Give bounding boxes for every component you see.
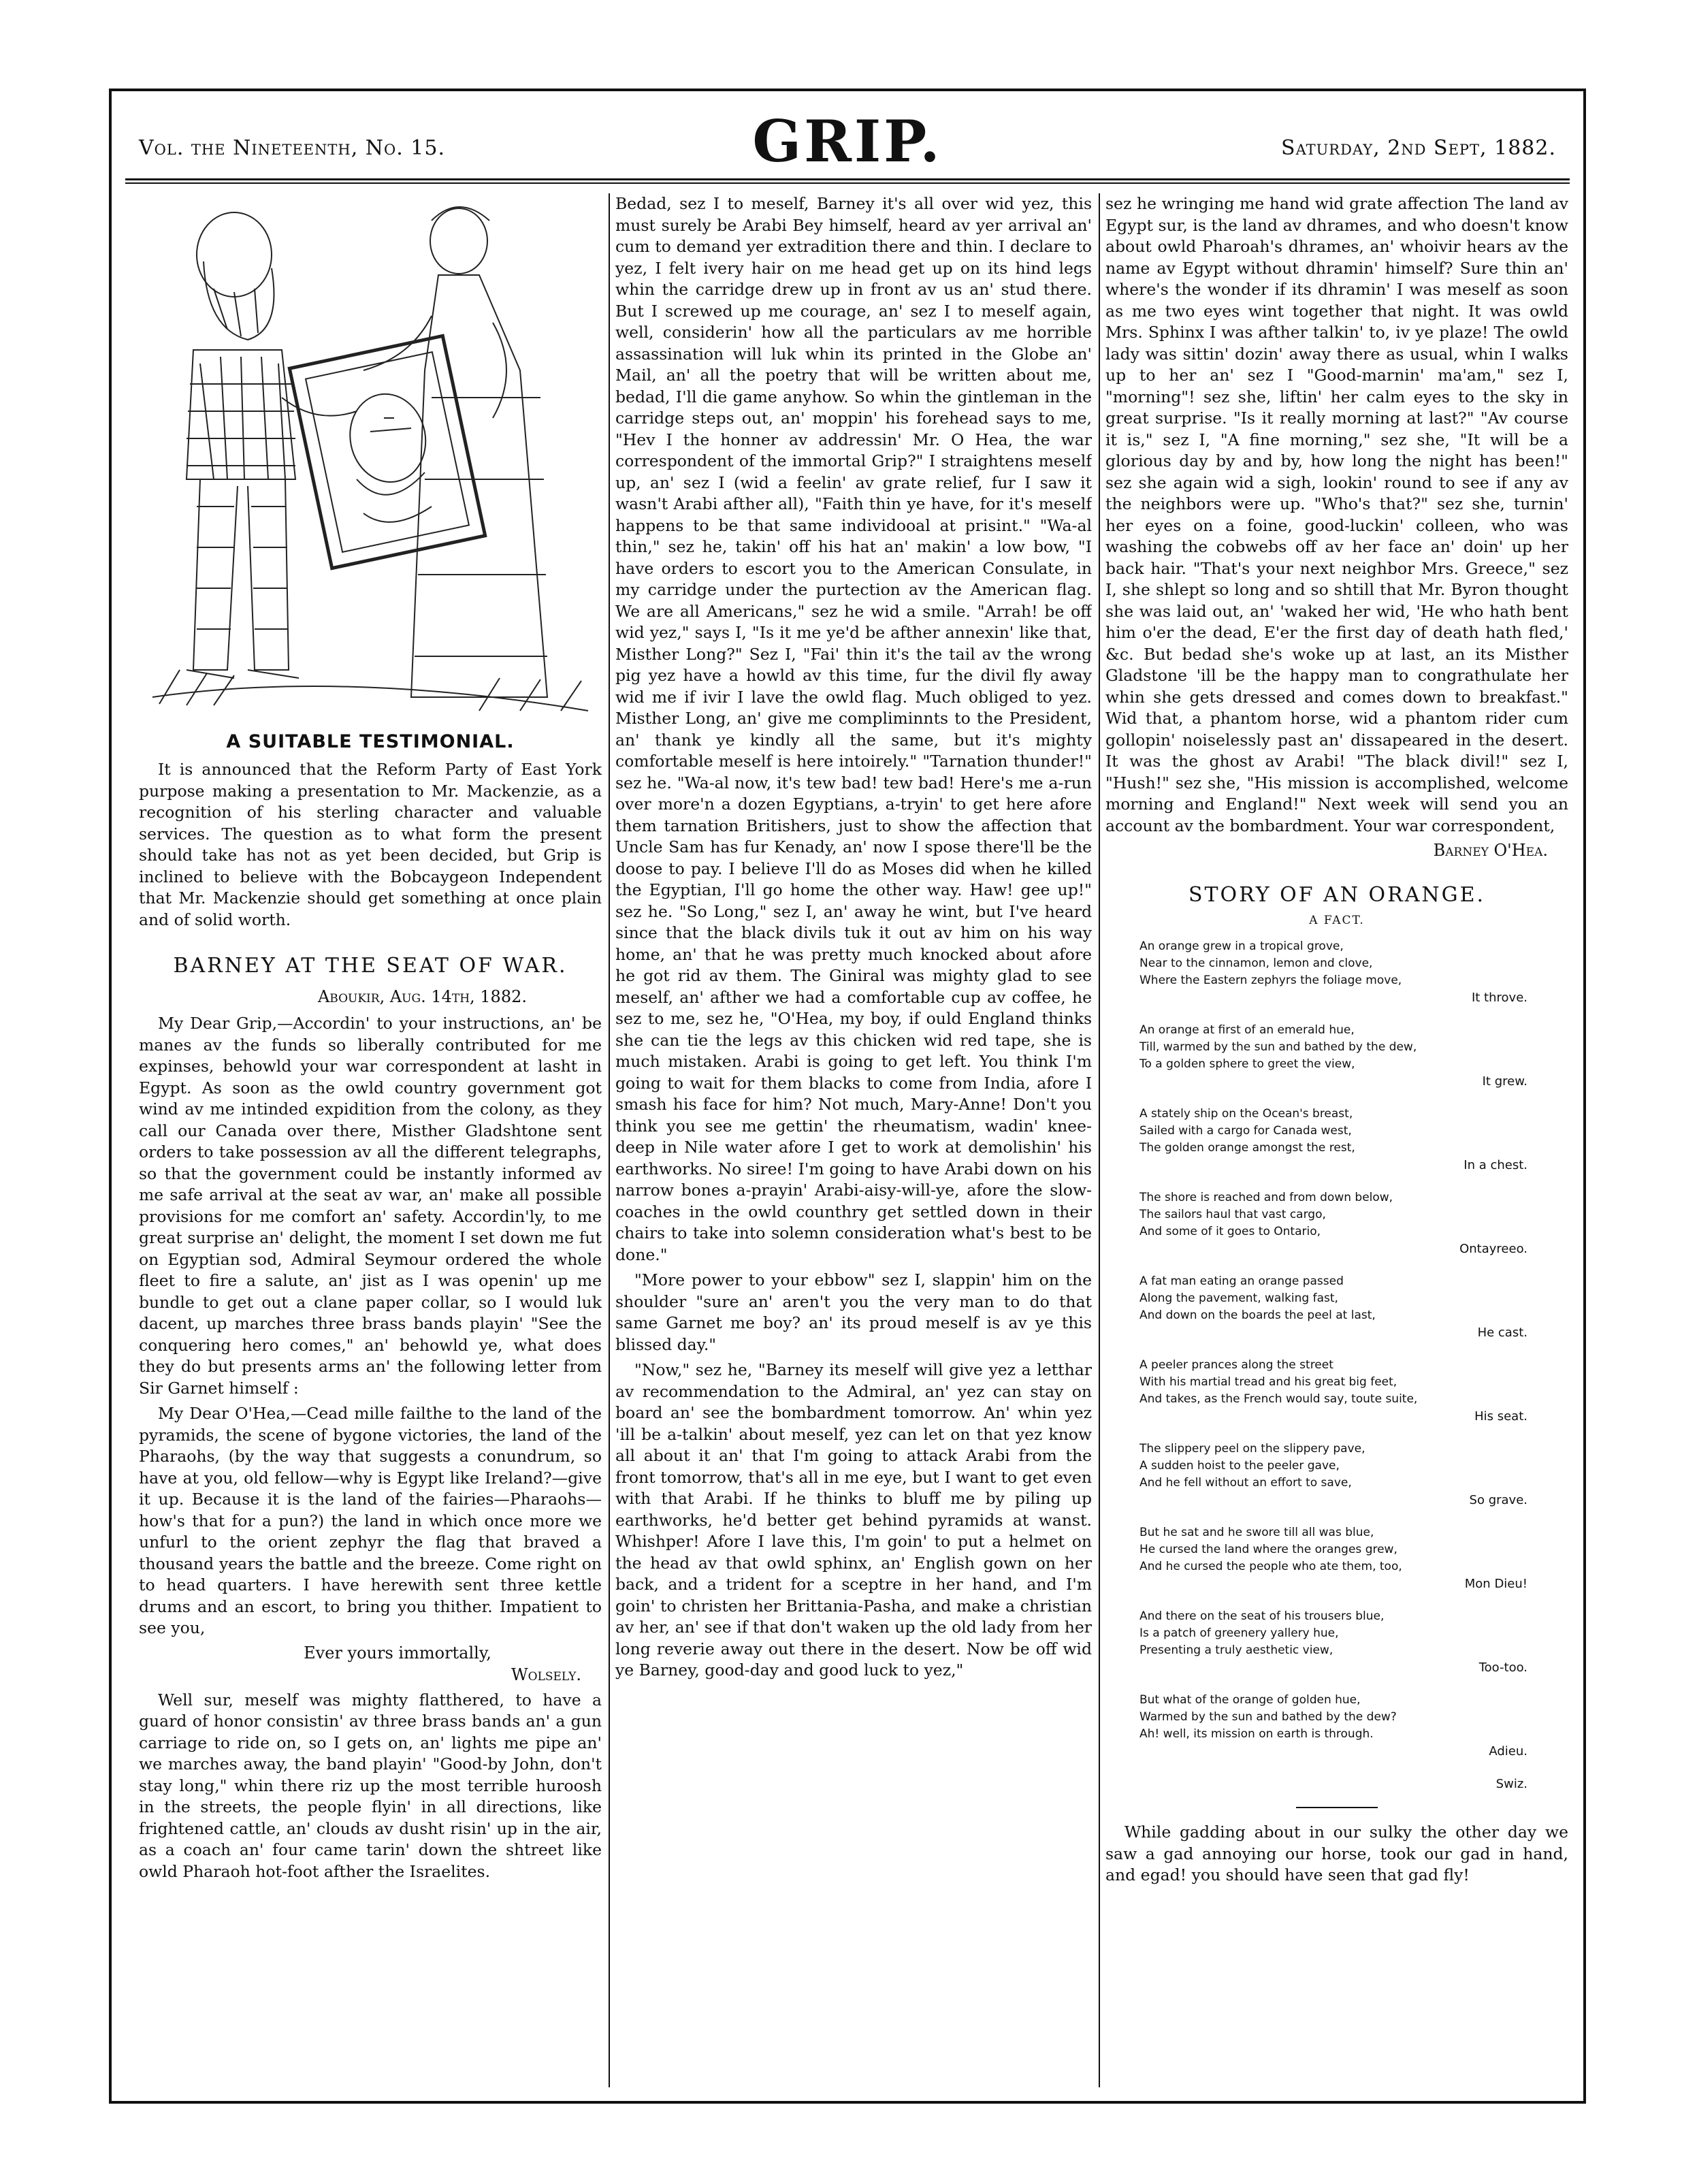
barney-signature: Barney O'Hea. xyxy=(1433,841,1548,860)
poem-refrain: Adieu. xyxy=(1489,1744,1527,1759)
poem-stanza xyxy=(1139,1608,1534,1677)
poem-stanza xyxy=(1139,1692,1534,1761)
testimonial-text: It is announced that the Reform Party of East York purpose making a presentation to Mr. Mackenzie, as a recognition of his sterling character and valuable services. The question as to what form the present should take has not as yet been decided, but Grip is inclined to believe with the Bobcaygeon Independent that Mr. Mackenzie should get something at once plain and of solid worth. xyxy=(139,760,602,929)
poem-line: Till, warmed by the sun and bathed by the dew, xyxy=(1139,1040,1417,1054)
newspaper-title: GRIP. xyxy=(752,108,943,175)
poem-refrain: It throve. xyxy=(1471,991,1527,1005)
barney-paragraph-1: My Dear Grip,—Accordin' to your instructions, an' be manes av the funds so liberally contributed for me expinses, behowld your war correspondent at lasht in Egypt. As soon as the owld country government got wind av me intinded expidition from the colony, as they call our Canada over there, Misther Gladshtone sent orders to take possession av all the different telegraphs, so that the government could be instantly informed av me safe arrival at the seat av war, an' make all possible provisions for me comfort an' safety. Accordin'ly, to me great surprise an' delight, the moment I set down me fut on Egyptian sod, Admiral Seymour ordered the whole fleet to fire a salute, an' jist as I was openin' up me bundle to get out a clane paper collar, so I would luk dacent, up marches three brass bands playin' "See the conquering hero comes," an' behowld ye, what does they do but presents arms an' the following letter from Sir Garnet himself : xyxy=(139,1014,602,1398)
volume-info: Vol. the Nineteenth, No. 15. xyxy=(139,136,446,160)
barney-col2-paragraph-2: "More power to your ebbow" sez I, slappin' him on the shoulder "sure an' aren't you the very man to do that same Garnet me boy? an' its proud meself is av ye this blissed day." xyxy=(615,1270,1092,1354)
poem-line: The slippery peel on the slippery pave, xyxy=(1139,1442,1365,1456)
poem-refrain: Ontayreeo. xyxy=(1459,1242,1527,1256)
column-rule-2 xyxy=(1099,193,1100,2087)
poem-line: Is a patch of greenery yallery hue, xyxy=(1139,1626,1339,1640)
poem-line: And some of it goes to Ontario, xyxy=(1139,1225,1321,1238)
poem-line: To a golden sphere to greet the view, xyxy=(1139,1057,1355,1071)
poem-stanza xyxy=(1139,1022,1534,1091)
barney-letter: My Dear O'Hea,—Cead mille failthe to the land of the pyramids, the scene of bygone victories, the land of the Pharaohs, (by the way that suggests a conundrum, so have at you, old fellow—why is Egypt like Ireland?—give it up. Because it is the land of the fairies—Pharaohs—how's that for a pun?) the land in which once more we unfurl to the orient zephyr the flag that braved a thousand years the battle and the breeze. Come right on to head quarters. I have herewith sent three kettle drums and an escort, to bring you thither. Impatient to see you, xyxy=(139,1404,602,1637)
column-rule-1 xyxy=(609,193,610,2087)
poem-line: And he cursed the people who ate them, too, xyxy=(1139,1560,1402,1573)
poem-stanza xyxy=(1139,1273,1534,1342)
letter-signature: Wolsely. xyxy=(511,1665,581,1684)
poem-refrain: In a chest. xyxy=(1463,1158,1527,1172)
poem-line: Ah! well, its mission on earth is through. xyxy=(1139,1727,1374,1741)
masthead xyxy=(125,103,1570,180)
newspaper-page xyxy=(109,89,1586,2104)
column-3 xyxy=(1105,193,1568,2087)
poem-signature: Swiz. xyxy=(1495,1777,1527,1791)
poem-line: A peeler prances along the street xyxy=(1139,1358,1333,1372)
barney-col2-paragraph-3: "Now," sez he, "Barney its meself will give yez a letthar av recommendation to the Admiral, an' yez can stay on board an' see the bombardment tomorrow. An' whin yez 'ill be a-talkin' about meself, yez can let on that yez know all about it an' that I'm going to attack Arabi from the front tomorrow, that's all in me eye, but I want to get even with that Arabi. If he thinks to bluff me by piling up earthworks, he'd better get behind pyramids at wanst. Whishper! Afore I lave this, I'm goin' to put a helmet on the head av that owld sphinx, an' English gown on her back, and a trident for a sceptre in her hand, and I'm goin' to christen her Brittania-Pasha, and make a christian av her, an' see if that don't waken up the old lady from her long reverie away out there in the desert. Now be off wid ye Barney, good-day and good luck to yez," xyxy=(615,1360,1092,1680)
poem-line: A fat man eating an orange passed xyxy=(1139,1274,1344,1288)
poem-stanza xyxy=(1139,1106,1534,1174)
poem-refrain: It grew. xyxy=(1482,1074,1527,1089)
poem-line: Warmed by the sun and bathed by the dew? xyxy=(1139,1710,1397,1724)
poem-stanza xyxy=(1139,1189,1534,1258)
poem-line: And he fell without an effort to save, xyxy=(1139,1476,1352,1490)
illustration-caption: A SUITABLE TESTIMONIAL. xyxy=(226,731,515,752)
poem-line: With his martial tread and his great big feet, xyxy=(1139,1375,1397,1389)
poem-refrain: He cast. xyxy=(1477,1326,1527,1340)
poem-stanza xyxy=(1139,938,1534,1007)
poem-line: The golden orange amongst the rest, xyxy=(1139,1141,1355,1155)
poem-line: An orange at first of an emerald hue, xyxy=(1139,1023,1355,1037)
poem-line: Where the Eastern zephyrs the foliage move, xyxy=(1139,974,1402,987)
poem-line: The shore is reached and from down below, xyxy=(1139,1191,1393,1204)
poem-line: Sailed with a cargo for Canada west, xyxy=(1139,1124,1352,1138)
orange-poem xyxy=(1105,938,1568,1761)
letter-closing: Ever yours immortally, xyxy=(304,1643,491,1663)
barney-after-letter: Well sur, meself was mighty flatthered, to have a guard of honor consistin' av three brass bands an' a gun carriage to ride on, so I gets on, an' lights me pipe an' we marches away, the band playin' "Good-by John, don't stay long," whin there riz up the most terrible huroosh in the streets, the people flyin' in all directions, like frightened cattle, an' clouds av dusht risin' up in the air, as a coach an' four came tarin' down the shtreet like owld Pharaoh hot-foot afther the Israelites. xyxy=(139,1690,602,1881)
poem-line: But he sat and he swore till all was blue, xyxy=(1139,1526,1374,1539)
orange-heading: STORY OF AN ORANGE. xyxy=(1188,883,1486,907)
poem-line: He cursed the land where the oranges grew, xyxy=(1139,1543,1397,1556)
poem-line: And there on the seat of his trousers blue, xyxy=(1139,1609,1385,1623)
barney-col3-paragraph: sez he wringing me hand wid grate affection The land av Egypt sur, is the land av dhrames, and who doesn't know about owld Pharoah's dhrames, an' whoivir hears av the name av Egypt without dhramin' himself? Sure thin an' where's the wonder if its dhramin' I was meself as soon as me two eyes wint together that night. It was owld Mrs. Sphinx I was afther talkin' to, iv ye plaze! The owld lady was sittin' dozin' away there as usual, whin I walks up to her an' sez I "Good-marnin' ma'am," sez I, "morning"! sez she, liftin' her calm eyes to the sky in great surprise. "Is it really morning at last?" "Av course it is," sez I, "A fine morning," sez she, "It will be a glorious day by and by, how long the night has been!" sez she again wid a sigh, lookin' round to see if any av the neighbors were up. "Who's that?" sez she, turnin' her eyes on a foine, good-luckin' colleen, who was washing the cobwebs off av her face an' doin' up her back hair. "That's your next neighbor Mrs. Greece," sez I, she shlept so long and so shtill that Mr. Byron thought she was laid out, an' 'waked her wid, 'He who hath bent him o'er the dead, E'er the first day of death hath fled,' &c. But bedad she's woke up at last, an its Misther Gladstone 'ill be the happy man to congrathulate her whin she gets dressed and comes down to breakfast." Wid that, a phantom horse, wid a phantom rider cum gollopin' noiselessly past an' dissapeared in the desert. It was the ghost av Arabi! "The black divil!" sez I, "Hush!" sez she, "His mission is accomplished, welcome morning and England!" Next week will send you an account av the bombardment. Your war correspondent, xyxy=(1105,194,1568,835)
poem-stanza xyxy=(1139,1357,1534,1426)
poem-refrain: So grave. xyxy=(1469,1493,1527,1507)
poem-refrain: Mon Dieu! xyxy=(1464,1577,1527,1591)
section-divider xyxy=(1296,1807,1378,1808)
poem-line: A stately ship on the Ocean's breast, xyxy=(1139,1107,1353,1121)
poem-line: Along the pavement, walking fast, xyxy=(1139,1291,1338,1305)
barney-heading: BARNEY AT THE SEAT OF WAR. xyxy=(173,954,568,978)
poem-line: An orange grew in a tropical grove, xyxy=(1139,940,1344,953)
masthead-rule xyxy=(125,182,1570,184)
poem-line: Near to the cinnamon, lemon and clove, xyxy=(1139,957,1373,970)
issue-date: Saturday, 2nd Sept, 1882. xyxy=(1281,136,1556,160)
barney-dateline: Aboukir, Aug. 14th, 1882. xyxy=(317,987,527,1006)
barney-col2-paragraph-1: Bedad, sez I to meself, Barney it's all over wid yez, this must surely be Arabi Bey himself, heard av yer arrival an' cum to demand yer extradition there and thin. I declare to yez, I felt ivery hair on me head get up on its hind legs whin the carridge drew up in front av us an' stud there. But I screwed up me courage, an' sez I to meself again, well, considerin' how all the particulars av me horrible assassination will luk whin its printed in the Globe an' Mail, an' all the poetry that will be written about me, bedad, I'll die game anyhow. So whin the gintleman in the carridge steps out, an' moppin' his forehead says to me, "Hev I the honner av addressin' Mr. O Hea, the war correspondent of the immortal Grip?" I straightens meself up, an' sez I (wid a feelin' av grate relief, fur I saw it wasn't Arabi afther all), "Faith thin ye have, for it's meself happens to be that same individooal at prisint." "Wa-al thin," sez he, takin' off his hat an' makin' a low bow, "I have orders to escort you to the American Consulate, in my carridge under the purtection av the American flag. We are all Americans," sez he wid a smile. "Arrah! be off wid yez," says I, "Is it me ye'd be afther annexin' like that, Misther Long?" Sez I, "Fai' thin it's the tail av the wrong pig yez have a howld av this time, fur the divil fly away wid me if ivir I lave the owld flag. Much obliged to yez. Misther Long, an' give me compliminnts to the President, an' thank ye kindly all the same, but it's mighty comfortable meself is here intoirely." "Tarnation thunder!" sez he. "Wa-al now, it's tew bad! tew bad! Here's me a-run over more'n a dozen Egyptians, a-tryin' to get here afore them tarnation Britishers, just to show the affection that Uncle Sam has fur Kenady, an' now I spose there'll be the doose to pay. I believe I'll do as Moses did when he killed the Egyptian, I'll go home the other way. Haw! gee up!" sez he. "So Long," sez I, an' away he wint, but I've heard since that the black divils tuk it out av him on his way home, an' that he was pretty much knocked about afore he got rid av them. The Giniral was mighty glad to see meself, an' afther we had a comfortable cup av coffee, he sez to me, sez he, "O'Hea, my boy, if ould England thinks she can tie the legs av this chicken wid red tape, she is much mistaken. Arabi is going to get left. You think I'm going to wait for them blacks to come from India, afore I smash his face for him? Not much, Mary-Anne! Don't you think you see me gettin' the rheumatism, wadin' knee-deep in Nile water afore I get to work at demolishin' his earthworks. No siree! I'm going to have Arabi down on his narrow bones a-prayin' Arabi-aisy-will-ye, afore the slow-coaches in the owld counthry get settled down in their chairs to take into solemn consideration what's best to be done." xyxy=(615,194,1092,1264)
poem-stanza xyxy=(1139,1524,1534,1593)
column-2 xyxy=(615,193,1092,2087)
poem-stanza xyxy=(1139,1441,1534,1509)
poem-line: But what of the orange of golden hue, xyxy=(1139,1693,1361,1707)
poem-refrain: His seat. xyxy=(1474,1409,1527,1424)
cartoon-illustration xyxy=(139,193,602,724)
column-1 xyxy=(139,193,602,2087)
gadfly-text: While gadding about in our sulky the other day we saw a gad annoying our horse, took our gad in hand, and egad! you should have seen that gad fly! xyxy=(1105,1822,1568,1884)
poem-line: The sailors haul that vast cargo, xyxy=(1139,1208,1326,1221)
poem-line: Presenting a truly aesthetic view, xyxy=(1139,1643,1333,1657)
poem-line: A sudden hoist to the peeler gave, xyxy=(1139,1459,1340,1473)
poem-line: And down on the boards the peel at last, xyxy=(1139,1308,1376,1322)
poem-line: And takes, as the French would say, toute suite, xyxy=(1139,1392,1418,1406)
poem-refrain: Too-too. xyxy=(1478,1660,1527,1675)
orange-subheading: A FACT. xyxy=(1309,914,1365,927)
